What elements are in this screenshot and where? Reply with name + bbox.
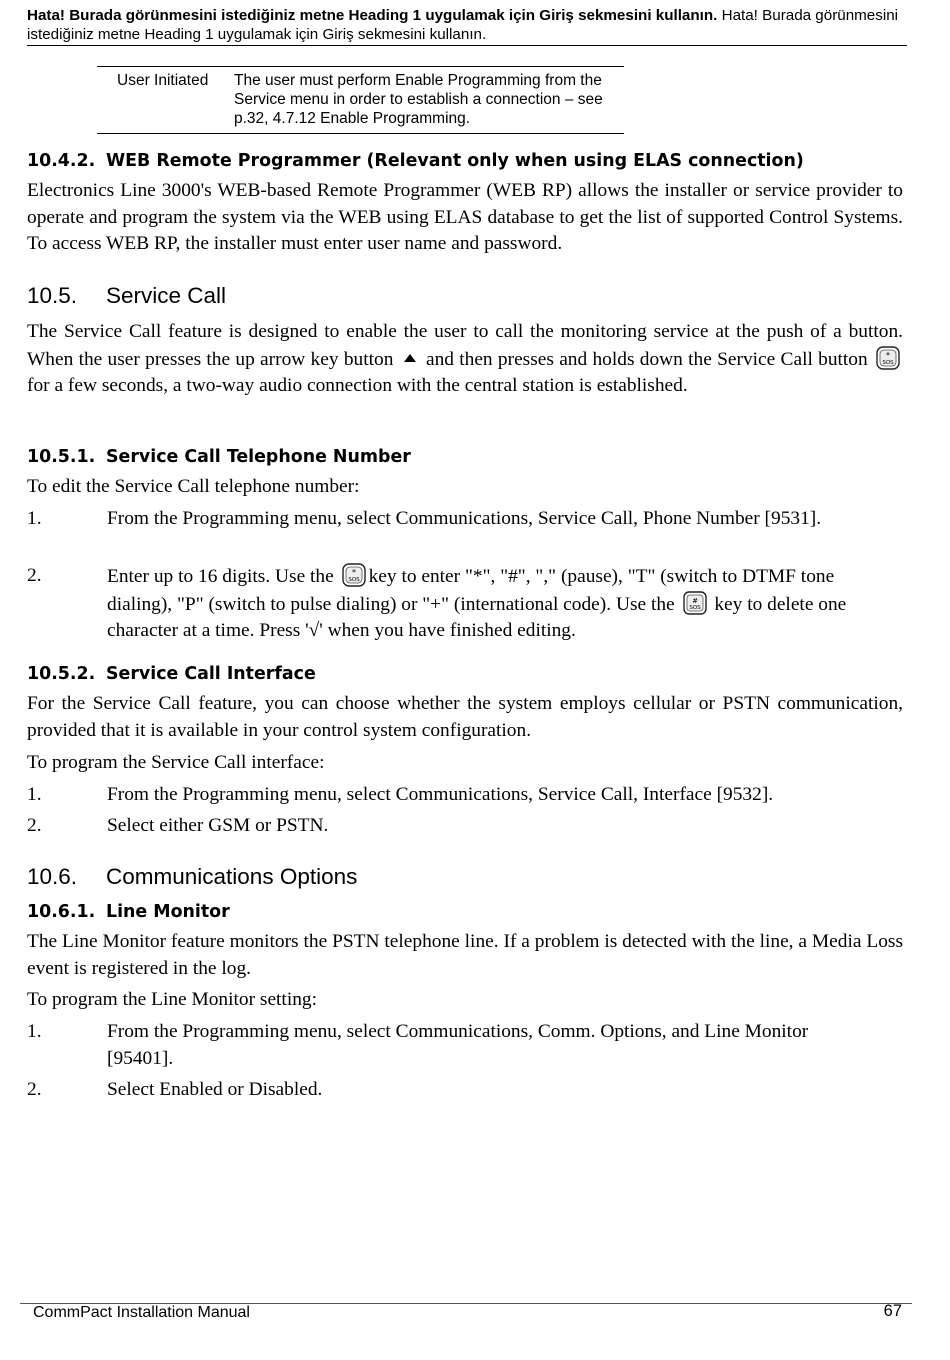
intro-phone-number: To edit the Service Call telephone number: <box>27 476 360 497</box>
list-item <box>27 1019 903 1073</box>
table-description-cell: The user must perform Enable Programming from the Service menu in order to establish a connection – see p.32, 4.7.12 Enable Programming. <box>234 72 603 127</box>
service-call-text-c: for a few seconds, a two-way audio connection with the central station is established. <box>27 375 688 396</box>
svg-text:SOS: SOS <box>347 577 360 583</box>
intro-line-monitor: To program the Line Monitor setting: <box>27 989 317 1010</box>
heading-number: 10.6.1. <box>27 902 96 922</box>
svg-text:*: * <box>351 568 356 577</box>
svg-text:*: * <box>885 350 890 360</box>
heading-title: Service Call <box>106 283 227 308</box>
footer-title: CommPact Installation Manual <box>33 1304 250 1321</box>
list-item <box>27 563 903 643</box>
paragraph-line-monitor: The Line Monitor feature monitors the PSTN telephone line. If a problem is detected with the line, a Media Loss event is registered in the log. <box>27 931 903 979</box>
heading-title: Line Monitor <box>106 902 230 922</box>
list-item <box>27 1077 903 1105</box>
list-item <box>27 782 903 810</box>
heading-title: WEB Remote Programmer (Relevant only when using ELAS connection) <box>106 151 804 171</box>
list-number: 1. <box>27 1021 42 1042</box>
list-text: From the Programming menu, select Communications, Comm. Options, and Line Monitor [95401]. <box>107 1021 809 1069</box>
list-item <box>27 506 903 560</box>
list-text <box>107 563 867 645</box>
svg-text:#: # <box>691 596 698 605</box>
header-error-rest: Hata! Burada görünmesini istediğiniz metne Heading 1 uygulamak için Giriş sekmesini kullanın. <box>27 7 899 43</box>
up-arrow-icon <box>403 352 417 364</box>
running-header <box>27 6 927 44</box>
heading-10-6 <box>27 864 357 890</box>
heading-number: 10.6. <box>27 864 78 889</box>
header-rule <box>27 45 907 46</box>
list-number: 2. <box>27 565 42 586</box>
table-bottom-rule <box>97 133 624 134</box>
intro-interface: To program the Service Call interface: <box>27 752 325 773</box>
svg-text:SOS: SOS <box>688 604 701 611</box>
heading-10-5-1 <box>27 446 411 468</box>
sos-star-key-icon <box>875 346 901 370</box>
heading-title: Communications Options <box>106 864 358 889</box>
heading-number: 10.5.1. <box>27 447 96 467</box>
heading-number: 10.5.2. <box>27 664 96 684</box>
heading-number: 10.5. <box>27 283 78 308</box>
paragraph-web-rp: Electronics Line 3000's WEB-based Remote Programmer (WEB RP) allows the installer or service provider to operate and program the system via the WEB using ELAS database to get the list of supported Control Systems. To access WEB RP, the installer must enter user name and password. <box>27 180 903 254</box>
step-text-b: key to enter "*", "#", "," (pause), "T" (switch to DTMF tone dialing), "P" (switch to pulse dialing) or "+" (international code). Use the <box>107 566 835 615</box>
heading-10-4-2 <box>27 150 804 172</box>
step-text-a: Enter up to 16 digits. Use the <box>107 566 334 587</box>
heading-number: 10.4.2. <box>27 151 96 171</box>
heading-10-6-1 <box>27 901 230 923</box>
heading-title: Service Call Interface <box>106 664 316 684</box>
list-number: 2. <box>27 815 42 836</box>
list-number: 2. <box>27 1079 42 1100</box>
list-text: Select either GSM or PSTN. <box>107 815 329 836</box>
table-label-cell: User Initiated <box>117 72 209 89</box>
list-text: From the Programming menu, select Communications, Service Call, Interface [9532]. <box>107 784 774 805</box>
header-error-bold: Hata! Burada görünmesini istediğiniz metne Heading 1 uygulamak için Giriş sekmesini kullanın. <box>27 7 718 24</box>
step-text-c: key to delete one character at a time. Press '√' when you have finished editing. <box>107 593 847 641</box>
list-text: Select Enabled or Disabled. <box>107 1079 323 1100</box>
paragraph-service-call <box>27 319 903 400</box>
service-call-text-b: and then presses and holds down the Service Call button <box>425 348 868 370</box>
heading-title: Service Call Telephone Number <box>106 447 411 467</box>
paragraph-interface: For the Service Call feature, you can choose whether the system employs cellular or PSTN communication, provided that it is available in your control system configuration. <box>27 693 903 741</box>
sos-star-key-icon <box>341 563 367 587</box>
list-number: 1. <box>27 784 42 805</box>
list-text: From the Programming menu, select Communications, Service Call, Phone Number [9531]. <box>107 508 822 529</box>
heading-10-5-2 <box>27 663 316 685</box>
service-call-text-a: The Service Call feature is designed to enable the user to call the monitoring service at the push of a button. When the user presses the up arrow key button <box>27 321 903 370</box>
list-item <box>27 813 903 841</box>
heading-10-5 <box>27 283 226 309</box>
sos-hash-key-icon <box>682 591 708 615</box>
table-top-rule <box>97 66 624 67</box>
svg-text:SOS: SOS <box>882 359 894 366</box>
list-number: 1. <box>27 508 42 529</box>
page-number: 67 <box>883 1302 902 1320</box>
